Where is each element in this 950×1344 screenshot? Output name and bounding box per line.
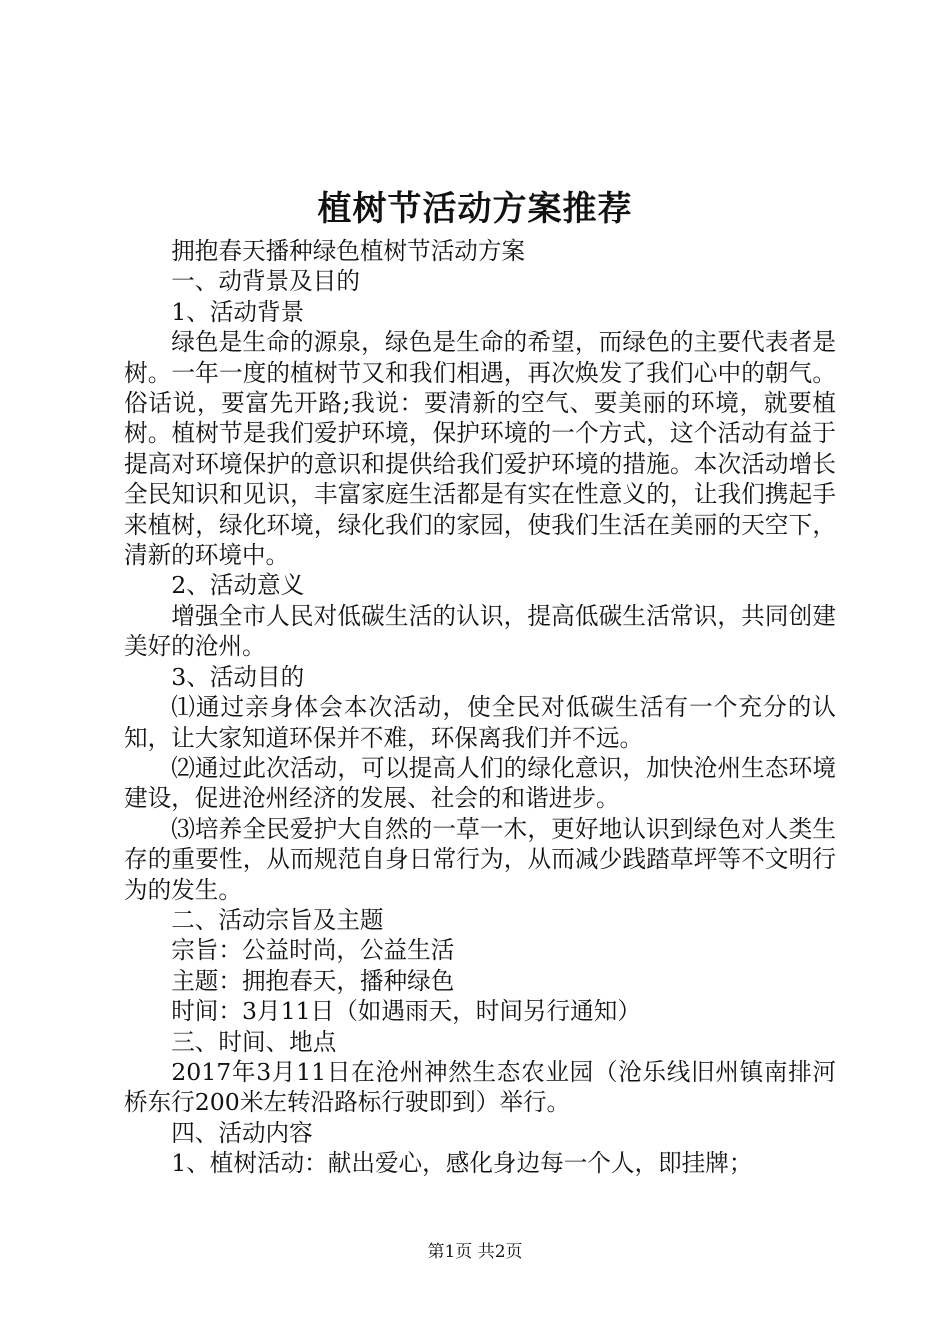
paragraph-subtitle: 拥抱春天播种绿色植树节活动方案 [171,237,526,265]
paragraph-time-place: 2017年3月11日在沧州神然生态农业园（沧乐线旧州镇南排河桥东行200米左转沿路标行驶即到）举行。 [124,1057,836,1117]
heading-background: 1、活动背景 [171,297,305,326]
document-title: 植树节活动方案推荐 [317,189,633,229]
paragraph-activity-1: 1、植树活动：献出爱心，感化身边每一个人，即挂牌； [171,1149,753,1178]
paragraph-purpose-1: ⑴通过亲身体会本次活动，使全民对低碳生活有一个充分的认知，让大家知道环保并不难，环保离我们并不远。 [124,693,836,752]
heading-section-1: 一、动背景及目的 [171,267,360,296]
paragraph-theme: 主题：拥抱春天，播种绿色 [171,966,455,995]
paragraph-purpose-3: ⑶培养全民爱护大自然的一草一木，更好地认识到绿色对人类生存的重要性，从而规范自身日常行为，从而减少践踏草坪等不文明行为的发生。 [124,814,836,904]
paragraph-tenet: 宗旨：公益时尚，公益生活 [171,936,455,965]
paragraph-background: 绿色是生命的源泉，绿色是生命的希望，而绿色的主要代表者是树。一年一度的植树节又和我们相遇，再次焕发了我们心中的朝气。俗话说，要富先开路;我说：要清新的空气、要美丽的环境，就要植树。植树节是我们爱护环境，保护环境的一个方式，这个活动有益于提高对环境保护的意识和提供给我们爱护环境的措施。本次活动增长全民知识和见识，丰富家庭生活都是有实在性意义的，让我们携起手来植树，绿化环境，绿化我们的家园，使我们生活在美丽的天空下，清新的环境中。 [124,328,836,570]
paragraph-purpose-2: ⑵通过此次活动，可以提高人们的绿化意识，加快沧州生态环境建设，促进沧州经济的发展、社会的和谐进步。 [124,753,836,813]
heading-section-4: 四、活动内容 [171,1118,313,1147]
heading-section-2: 二、活动宗旨及主题 [171,905,384,934]
heading-purpose: 3、活动目的 [171,662,305,691]
document-body [124,236,836,1179]
heading-significance: 2、活动意义 [171,571,305,600]
heading-section-3: 三、时间、地点 [171,1027,337,1056]
page-footer: 第1页 共2页 [427,1242,523,1262]
paragraph-time: 时间：3月11日（如遇雨天，时间另行通知） [171,997,641,1026]
paragraph-significance: 增强全市人民对低碳生活的认识，提高低碳生活常识，共同创建美好的沧州。 [124,601,836,661]
